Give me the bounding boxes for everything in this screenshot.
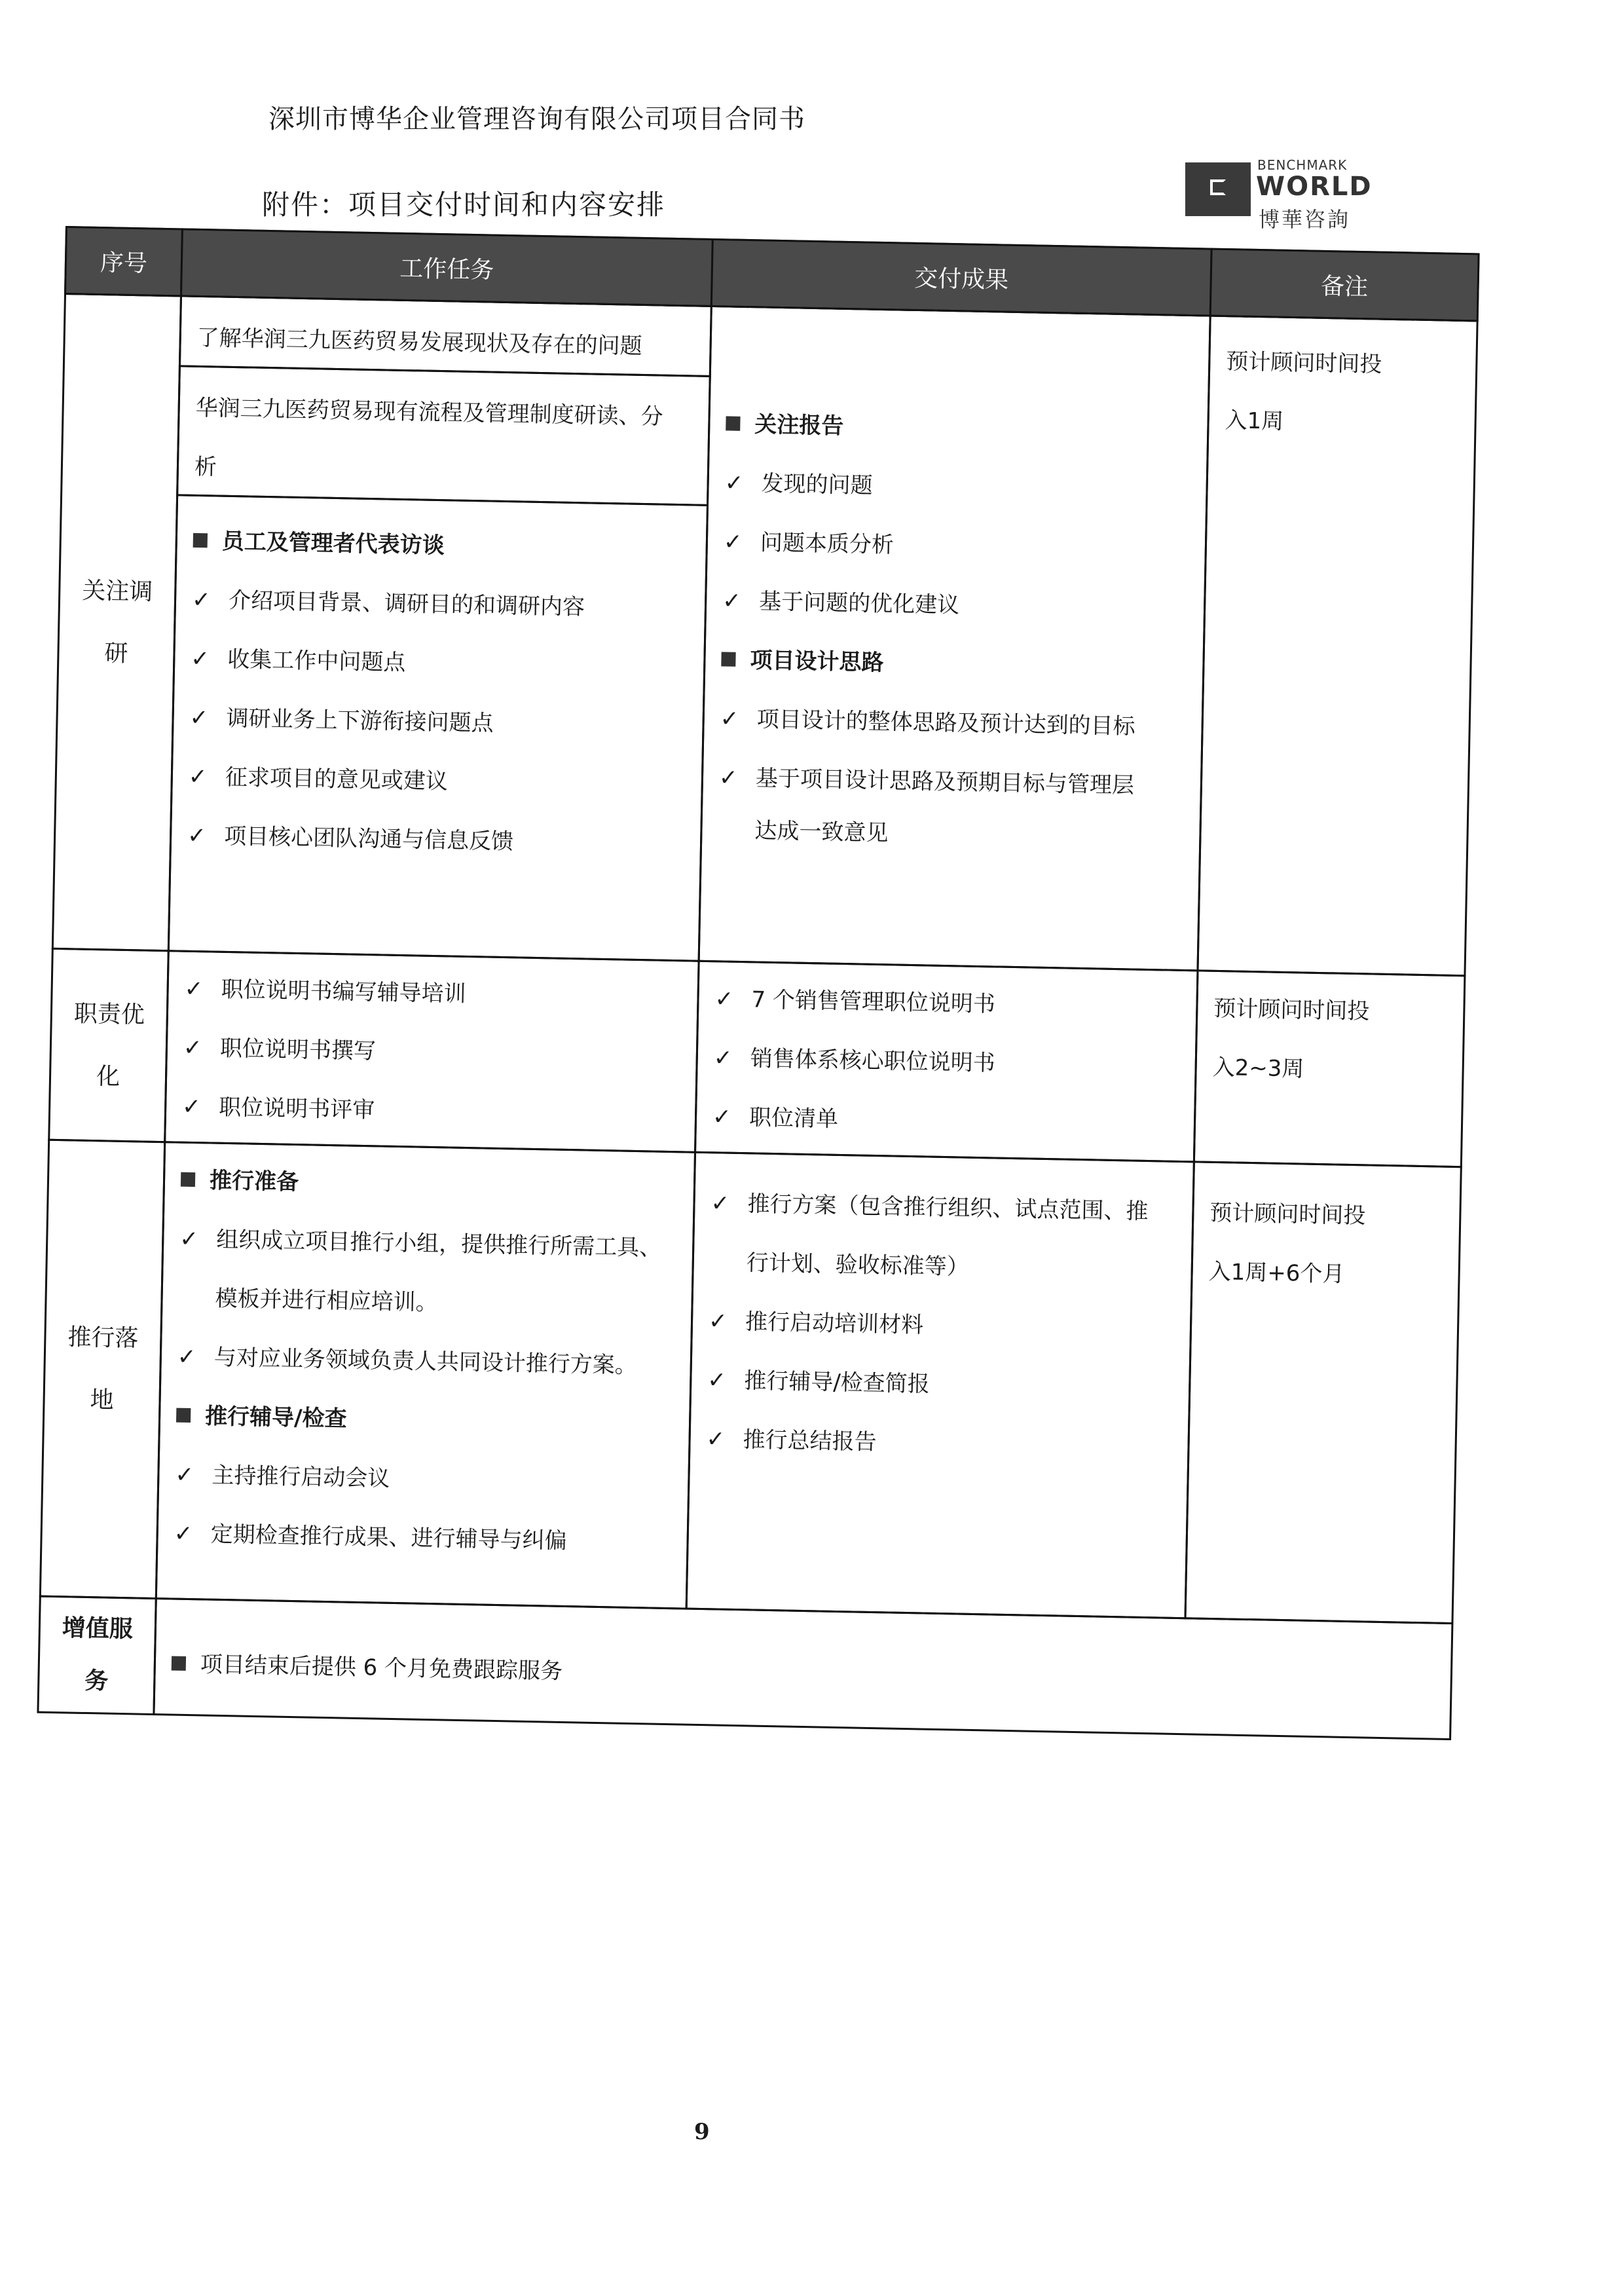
header-remark: 备注	[1209, 248, 1480, 322]
logo-benchmark-text: BENCHMARK	[1257, 157, 1348, 173]
task-item: ✓ 组织成立项目推行小组，提供推行所需工具、	[179, 1225, 662, 1261]
remark-text: 预计顾问时间投	[1213, 995, 1370, 1025]
checkmark-icon: ✓	[191, 586, 211, 614]
logo-mark-icon	[1185, 162, 1251, 216]
task-item: ✓ 收集工作中问题点	[190, 645, 406, 677]
row-label-survey: 关注调研	[52, 293, 182, 952]
remark-text: 入1周+6个月	[1208, 1258, 1345, 1288]
delivery-schedule-table	[37, 226, 1480, 1759]
deliverable-item: ✓ 基于项目设计思路及预期目标与管理层	[718, 764, 1135, 799]
header-deliverable: 交付成果	[710, 238, 1213, 317]
remark-text: 入1周	[1225, 407, 1284, 435]
remark-cell	[1196, 315, 1478, 977]
task-item: ✓ 职位说明书评审	[181, 1093, 375, 1124]
square-bullet-icon	[721, 652, 735, 666]
checkmark-icon: ✓	[187, 822, 207, 849]
deliverable-item: ✓ 推行辅导/检查简报	[707, 1367, 931, 1398]
deliverable-item: ✓ 职位清单	[712, 1104, 839, 1132]
square-bullet-icon	[181, 1172, 195, 1186]
task-cell	[176, 365, 711, 506]
checkmark-icon: ✓	[706, 1426, 726, 1453]
task-heading: 推行辅导/检查	[176, 1398, 347, 1433]
checkmark-icon: ✓	[724, 470, 744, 496]
task-text: 华润三九医药贸易现有流程及管理制度研读、分	[195, 394, 663, 430]
square-bullet-icon	[172, 1656, 186, 1670]
header-index: 序号	[64, 226, 183, 297]
remark-text: 预计顾问时间投	[1209, 1199, 1366, 1229]
task-item: ✓ 与对应业务领域负责人共同设计推行方案。	[177, 1343, 638, 1379]
task-item: ✓ 职位说明书撰写	[183, 1034, 377, 1065]
checkmark-icon: ✓	[179, 1225, 199, 1253]
checkmark-icon: ✓	[188, 763, 208, 791]
square-bullet-icon	[726, 416, 740, 430]
deliverable-item: ✓ 7 个销售管理职位说明书	[714, 986, 996, 1018]
deliverable-heading: 项目设计思路	[721, 641, 884, 677]
task-text: 了解华润三九医药贸易发展现状及存在的问题	[196, 324, 643, 360]
deliverable-heading: 关注报告	[726, 405, 844, 439]
deliverable-item: ✓ 推行总结报告	[706, 1426, 877, 1456]
checkmark-icon: ✓	[177, 1343, 196, 1371]
page-number: 9	[694, 2119, 710, 2145]
deliverable-item: ✓ 发现的问题	[724, 470, 873, 499]
deliverable-item-continued: 行计划、验收标准等）	[746, 1250, 970, 1280]
row-label-rollout: 推行落地	[39, 1139, 166, 1599]
remark-text: 入2~3周	[1212, 1054, 1304, 1083]
task-item: ✓ 职位说明书编写辅导培训	[184, 975, 466, 1007]
deliverable-item: ✓ 销售体系核心职位说明书	[713, 1045, 996, 1077]
task-cell	[164, 950, 700, 1153]
checkmark-icon: ✓	[720, 705, 739, 732]
checkmark-icon: ✓	[183, 1034, 202, 1062]
checkmark-icon: ✓	[189, 704, 209, 732]
task-item: ✓ 征求项目的意见或建议	[188, 763, 449, 795]
task-cell	[179, 295, 712, 377]
remark-cell	[1193, 969, 1466, 1168]
task-item: ✓ 项目核心团队沟通与信息反馈	[187, 822, 514, 855]
checkmark-icon: ✓	[184, 975, 204, 1003]
value-added-text: 项目结束后提供 6 个月免费跟踪服务	[171, 1646, 563, 1685]
checkmark-icon: ✓	[712, 1104, 731, 1130]
task-item: ✓ 主持推行启动会议	[175, 1461, 390, 1492]
deliverable-cell	[698, 305, 1211, 972]
checkmark-icon: ✓	[190, 645, 210, 673]
task-item-continued: 模板并进行相应培训。	[215, 1285, 438, 1316]
row-label-value-added: 增值服务	[37, 1595, 157, 1715]
checkmark-icon: ✓	[710, 1190, 730, 1217]
task-item: ✓ 介绍项目背景、调研目的和调研内容	[191, 586, 585, 621]
deliverable-item-continued: 达成一致意见	[754, 817, 889, 847]
task-cell	[168, 494, 709, 961]
logo-chinese-text: 博華咨詢	[1259, 207, 1351, 232]
task-heading: 员工及管理者代表访谈	[193, 523, 445, 559]
checkmark-icon: ✓	[718, 764, 738, 791]
header-task: 工作任务	[180, 228, 714, 307]
checkmark-icon: ✓	[722, 588, 742, 614]
logo-world-text: WORLD	[1256, 172, 1373, 202]
deliverable-item: ✓ 推行方案（包含推行组织、试点范围、推	[710, 1190, 1149, 1225]
checkmark-icon: ✓	[708, 1308, 728, 1335]
deliverable-item: ✓ 基于问题的优化建议	[722, 588, 960, 619]
deliverable-item: ✓ 项目设计的整体思路及预计达到的目标	[720, 705, 1136, 740]
row-label-duty: 职责优化	[48, 948, 170, 1143]
remark-text: 预计顾问时间投	[1225, 348, 1382, 378]
task-heading: 推行准备	[181, 1162, 299, 1196]
task-item: ✓ 定期检查推行成果、进行辅导与纠偏	[174, 1520, 567, 1555]
remark-cell	[1184, 1161, 1462, 1624]
square-bullet-icon	[193, 532, 208, 547]
company-logo	[1185, 157, 1382, 232]
deliverable-item: ✓ 推行启动培训材料	[708, 1308, 924, 1339]
deliverable-item: ✓ 问题本质分析	[723, 529, 895, 559]
task-item: ✓ 调研业务上下游衔接问题点	[189, 704, 494, 737]
checkmark-icon: ✓	[723, 529, 743, 555]
checkmark-icon: ✓	[707, 1367, 727, 1394]
contract-header: 深圳市博华企业管理咨询有限公司项目合同书	[268, 104, 805, 134]
attachment-title: 附件：项目交付时间和内容安排	[262, 189, 666, 221]
checkmark-icon: ✓	[174, 1520, 193, 1548]
square-bullet-icon	[176, 1408, 191, 1422]
task-cell	[155, 1141, 696, 1609]
task-text: 析	[194, 453, 217, 481]
deliverable-cell	[686, 1151, 1195, 1620]
checkmark-icon: ✓	[181, 1093, 202, 1121]
value-added-cell	[153, 1597, 1453, 1740]
checkmark-icon: ✓	[713, 1045, 733, 1072]
checkmark-icon: ✓	[714, 986, 734, 1013]
checkmark-icon: ✓	[175, 1461, 194, 1489]
deliverable-cell	[694, 960, 1199, 1163]
